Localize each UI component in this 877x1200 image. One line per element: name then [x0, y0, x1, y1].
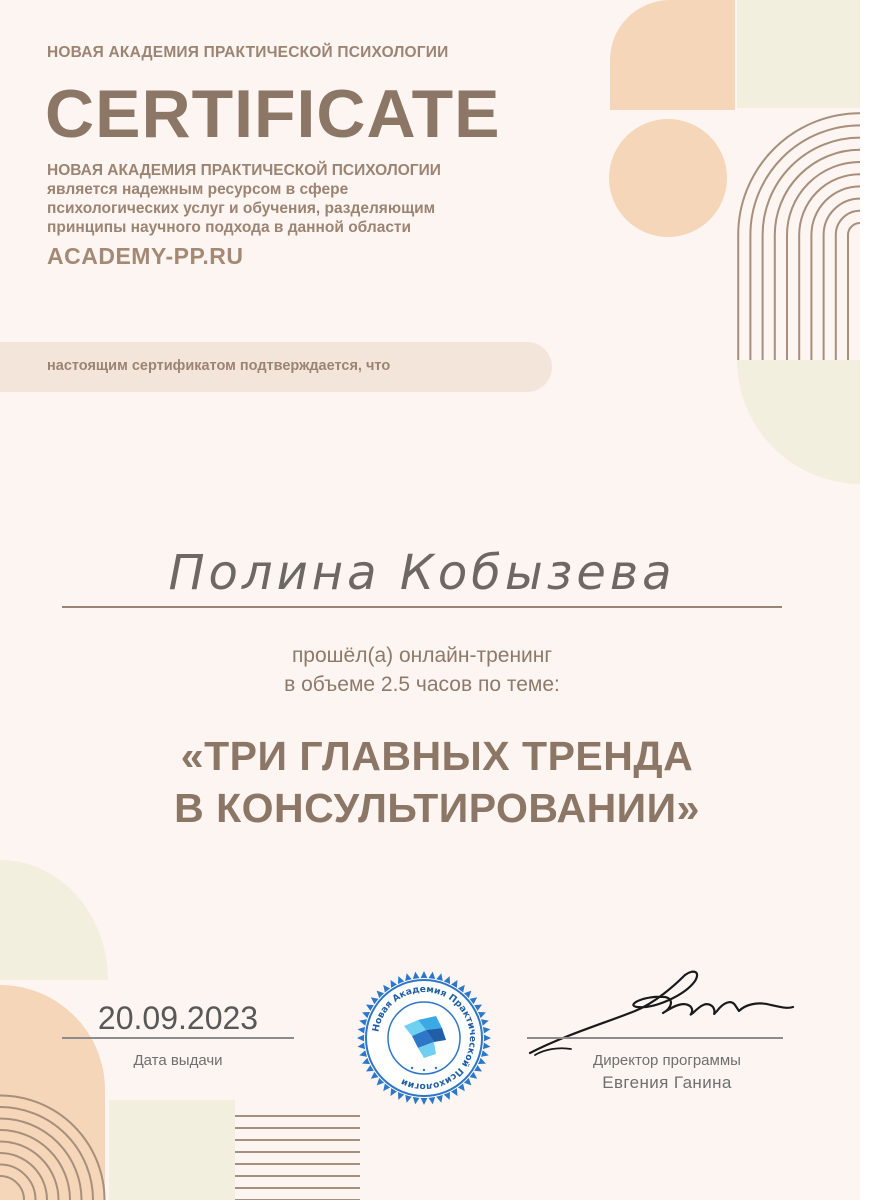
director-title: Директор программы: [593, 1052, 741, 1069]
certificate-title: CERTIFICATE: [45, 76, 501, 152]
signature-icon: [525, 965, 795, 1065]
completion-text-line-1: прошёл(а) онлайн-тренинг: [291, 644, 553, 667]
org-name-top: НОВАЯ АКАДЕМИЯ ПРАКТИЧЕСКОЙ ПСИХОЛОГИИ: [47, 44, 449, 61]
director-name: Евгения Ганина: [602, 1073, 732, 1092]
recipient-underline: [62, 606, 782, 608]
org-desc-line: является надежным ресурсом в сфере: [47, 181, 349, 198]
date-underline: [62, 1037, 294, 1039]
org-desc-line: психологических услуг и обучения, разделяющим: [47, 200, 436, 217]
bottom-horizontal-lines: [235, 1116, 360, 1200]
issue-date: 20.09.2023: [97, 1000, 259, 1036]
issue-date-label: Дата выдачи: [133, 1052, 223, 1069]
training-topic-line-1: «ТРИ ГЛАВНЫХ ТРЕНДА: [180, 733, 694, 779]
org-desc-line: принципы научного подхода в данной области: [47, 219, 412, 236]
org-desc-line: НОВАЯ АКАДЕМИЯ ПРАКТИЧЕСКОЙ ПСИХОЛОГИИ: [47, 162, 441, 179]
cream-quarter-shape: [0, 860, 108, 980]
completion-text-line-2: в объеме 2.5 часов по теме:: [284, 673, 560, 696]
recipient-name: Полина Кобызева: [168, 545, 676, 601]
website-url: ACADEMY-PP.RU: [47, 243, 244, 269]
cream-square-bottom: [109, 1100, 235, 1200]
org-description: [47, 161, 517, 237]
seal-logo-icon: [356, 970, 492, 1106]
confirm-text: настоящим сертификатом подтверждается, что: [47, 358, 391, 374]
signature-underline: [527, 1037, 783, 1039]
training-topic-line-2: В КОНСУЛЬТИРОВАНИИ»: [174, 785, 700, 831]
seal-text: Новая Академия Практической Психологии: [370, 983, 479, 1093]
